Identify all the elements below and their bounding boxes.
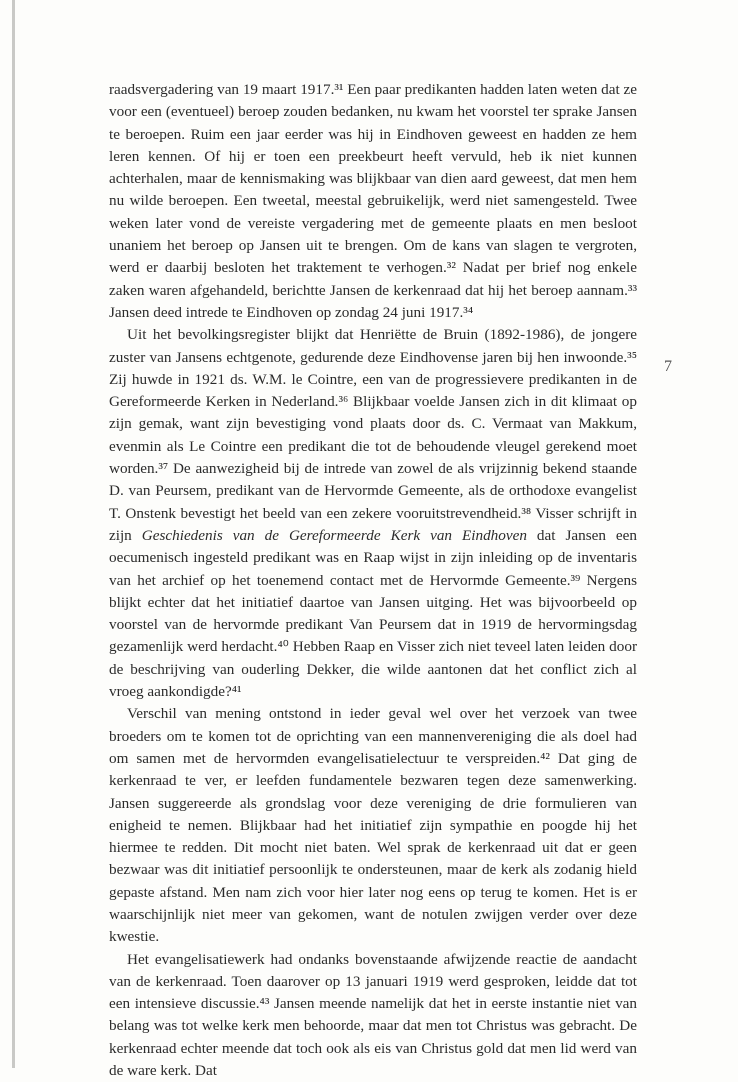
paragraph-2-text: Uit het bevolkingsregister blijkt dat Henriëtte de Bruin (1892-1986), de jongere zuster van Jansens echtgenote, gedurende deze Eindhovense jaren bij hen inwoonde.³⁵ Zij huwde in 1921 ds. W.M. le Cointre, een van de progressievere predikanten in de Gereformeerde Kerken in Nederland.³⁶ Blijkbaar voelde Jansen zich in dit klimaat op zijn gemak, want zijn bevestiging vond plaats door ds. C. Vermaat van Makkum, evenmin als Le Cointre een predikant die tot de behoudende vleugel gerekend moet worden.³⁷ De aanwezigheid bij de intrede van zowel de als vrijzinnig bekend staande D. van Peursem, predikant van de Hervormde Gemeente, als de orthodoxe evangelist T. Onstenk bevestigt het beeld van een zekere vooruitstrevendheid.³⁸ Visser schrijft in zijn xyxy=(109,326,637,544)
paragraph-2 xyxy=(109,324,637,703)
paragraph-1: raadsvergadering van 19 maart 1917.³¹ Een paar predikanten hadden laten weten dat ze voor een (eventueel) beroep zouden bedanken, nu kwam het voorstel ter sprake Jansen te beroepen. Ruim een jaar eerder was hij in Eindhoven geweest en hadden ze hem leren kennen. Of hij er toen een preekbeurt heeft vervuld, heb ik niet kunnen achterhalen, maar de kennismaking was blijkbaar van dien aard geweest, dat men hem nu wilde beroepen. Een tweetal, meestal gebruikelijk, werd niet samengesteld. Twee weken later vond de vereiste vergadering met de gemeente plaats en men besloot unaniem het beroep op Jansen uit te brengen. Om de kans van slagen te vergroten, werd er daarbij besloten het traktement te verhogen.³² Nadat per brief nog enkele zaken waren afgehandeld, berichtte Jansen de kerkenraad dat hij het beroep aannam.³³ Jansen deed intrede te Eindhoven op zondag 24 juni 1917.³⁴ xyxy=(109,81,637,321)
paragraph-4: Het evangelisatiewerk had ondanks bovenstaande afwijzende reactie de aandacht van de kerkenraad. Toen daarover op 13 januari 1919 werd gesproken, leidde dat tot een intensieve discussie.⁴³ Jansen meende namelijk dat het in eerste instantie niet van belang was tot welke kerk men behoorde, maar dat men tot Christus was gebracht. De kerkenraad echter meende dat toch ook als eis van Christus gold dat men lid werd van de ware kerk. Dat xyxy=(109,950,637,1080)
body-text xyxy=(109,79,637,1082)
book-title: Geschiedenis van de Gereformeerde Kerk van Eindhoven xyxy=(141,526,527,544)
paragraph-3: Verschil van mening ontstond in ieder geval wel over het verzoek van twee broeders om te komen tot de oprichting van een mannenvereniging die als doel had om samen met de hervormden evangelisatielectuur te verspreiden.⁴² Dat ging de kerkenraad te ver, er leefden fundamentele bezwaren tegen deze samenwerking. Jansen suggereerde als grondslag voor deze vereniging de drie formulieren van enigheid te nemen. Blijkbaar had het initiatief zijn sympathie en poogde hij het hiermee te redden. Dit mocht niet baten. Wel sprak de kerkenraad uit dat er geen bezwaar was dit initiatief persoonlijk te ondersteunen, maar de kerk als zodanig hield gepaste afstand. Men nam zich voor hier later nog eens op terug te komen. Het is er waarschijnlijk niet meer van gekomen, want de notulen zwijgen verder over deze kwestie. xyxy=(109,705,637,946)
paragraph-2-continuation: dat Jansen een oecumenisch ingesteld predikant was en Raap wijst in zijn inleiding op de inventaris van het archief op het toenemend contact met de Hervormde Gemeente.³⁹ Nergens blijkt echter dat het initiatief daartoe van Jansen uitging. Het was bijvoorbeeld op voorstel van de hervormde predikant Van Peursem dat in 1919 de hervormingsdag gezamenlijk werd herdacht.⁴⁰ Hebben Raap en Visser zich niet teveel laten leiden door de beschrijving van ouderling Dekker, die wilde aantonen dat het conflict zich al vroeg aankondigde?⁴¹ xyxy=(109,526,637,701)
page-number: 7 xyxy=(664,358,672,375)
binding-edge xyxy=(12,0,15,1068)
